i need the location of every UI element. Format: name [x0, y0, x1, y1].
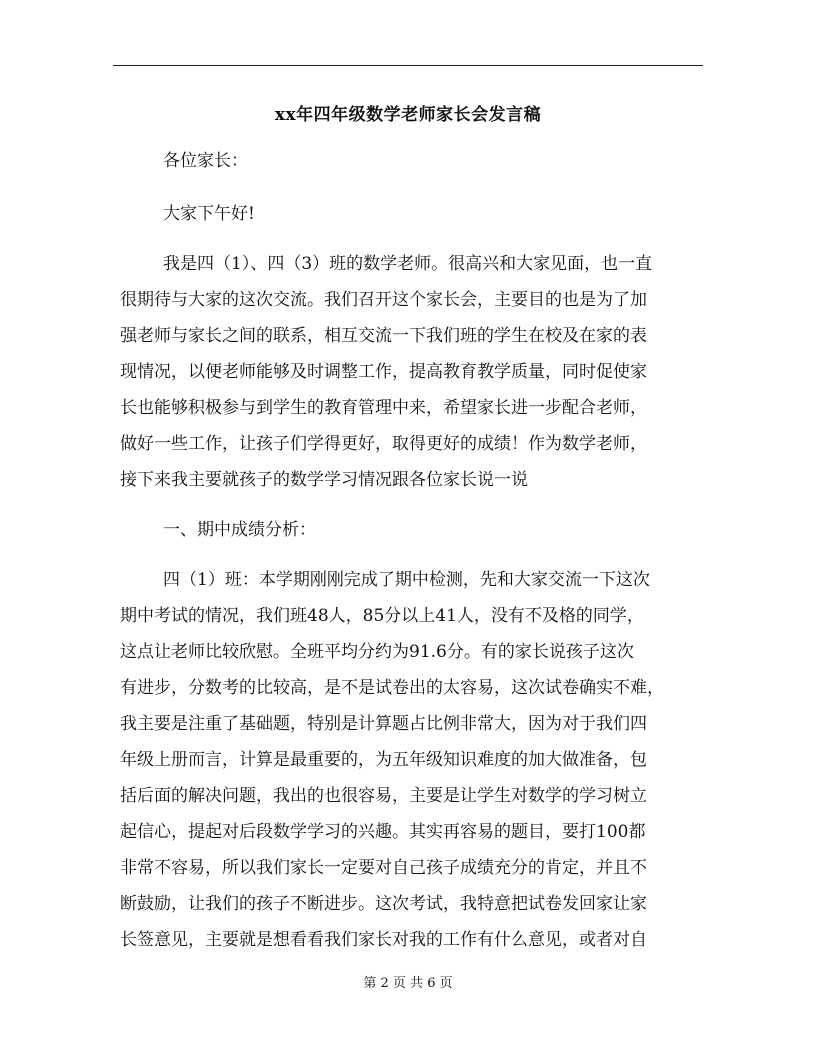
paragraph-line: 括后面的解决问题，我出的也很容易，主要是让学生对数学的学习树立 [120, 786, 647, 806]
paragraph-line: 期中考试的情况，我们班48人，85分以上41人，没有不及格的同学， [120, 606, 644, 626]
paragraph-line: 四（1）班：本学期刚刚完成了期中检测，先和大家交流一下这次 [163, 570, 650, 590]
salutation: 各位家长： [163, 151, 248, 171]
paragraph-line: 我主要是注重了基础题，特别是计算题占比例非常大，因为对于我们四 [120, 714, 647, 734]
document-title: xx年四年级数学老师家长会发言稿 [274, 105, 542, 125]
paragraph-line: 长也能够积极参与到学生的教育管理中来，希望家长进一步配合老师， [120, 398, 647, 418]
paragraph-line: 起信心，提起对后段数学学习的兴趣。其实再容易的题目，要打100都 [120, 822, 646, 842]
paragraph-line: 强老师与家长之间的联系，相互交流一下我们班的学生在校及在家的表 [120, 326, 647, 346]
paragraph-line: 接下来我主要就孩子的数学学习情况跟各位家长说一说 [120, 470, 528, 490]
paragraph-line: 做好一些工作，让孩子们学得更好，取得更好的成绩！作为数学老师， [120, 434, 647, 454]
section-heading: 一、期中成绩分析： [163, 520, 316, 540]
paragraph-line: 现情况，以便老师能够及时调整工作，提高教育教学质量，同时促使家 [120, 362, 647, 382]
page-number-footer: 第 2 页 共 6 页 [363, 976, 453, 991]
paragraph-line: 这点让老师比较欣慰。全班平均分约为91.6分。有的家长说孩子这次 [120, 642, 634, 662]
paragraph-line: 非常不容易，所以我们家长一定要对自己孩子成绩充分的肯定，并且不 [120, 858, 647, 878]
paragraph-line: 年级上册而言，计算是最重要的，为五年级知识难度的加大做准备，包 [120, 750, 647, 770]
paragraph-line: 我是四（1）、四（3）班的数学老师。很高兴和大家见面，也一直 [163, 254, 653, 274]
paragraph-line: 断鼓励，让我们的孩子不断进步。这次考试，我特意把试卷发回家让家 [120, 894, 647, 914]
paragraph-line: 长签意见，主要就是想看看我们家长对我的工作有什么意见，或者对自 [120, 930, 647, 950]
header-rule [113, 65, 703, 66]
paragraph-line: 很期待与大家的这次交流。我们召开这个家长会，主要目的也是为了加 [120, 290, 647, 310]
greeting: 大家下午好! [163, 204, 255, 224]
paragraph-line: 有进步，分数考的比较高，是不是试卷出的太容易，这次试卷确实不难， [120, 678, 664, 698]
